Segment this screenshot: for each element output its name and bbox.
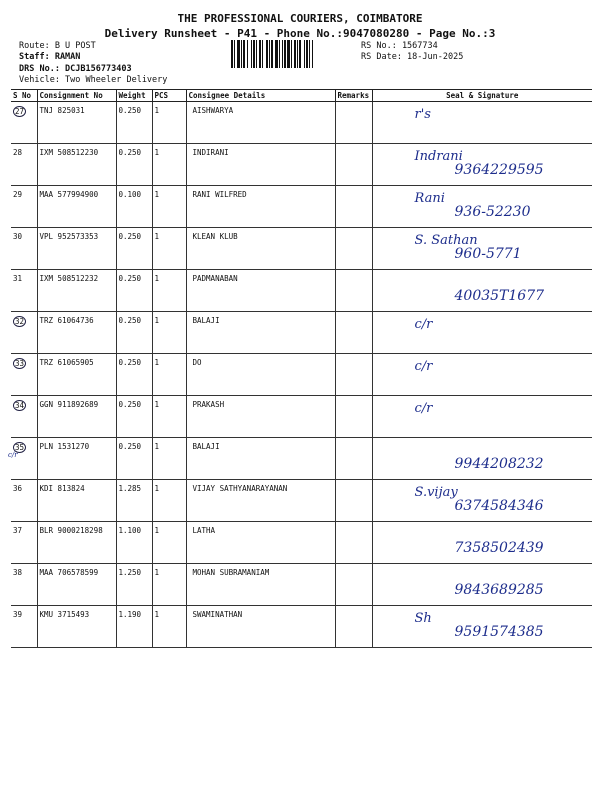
rs-date: RS Date: 18-Jun-2025 (361, 52, 464, 62)
row-weight: 0.100 (116, 186, 152, 228)
row-sno (11, 480, 37, 522)
row-signature (372, 186, 592, 228)
row-remarks (335, 312, 372, 354)
row-pcs: 1 (152, 144, 186, 186)
signature-handwriting: r's (414, 107, 431, 122)
serial-number: 35 (15, 443, 25, 452)
row-consignment: KMU 3715493 (37, 606, 116, 648)
serial-number: 34 (15, 401, 25, 410)
row-weight: 0.250 (116, 312, 152, 354)
serial-number: 36 (13, 484, 23, 493)
signature-handwriting: Rani (414, 191, 445, 206)
row-weight: 1.250 (116, 564, 152, 606)
signature-handwriting: Sh (414, 611, 432, 626)
row-remarks (335, 480, 372, 522)
row-consignment: VPL 952573353 (37, 228, 116, 270)
row-sno (11, 312, 37, 354)
row-consignment: MAA 706578599 (37, 564, 116, 606)
table-row (11, 522, 592, 564)
col-remarks: Remarks (335, 90, 372, 102)
signature-handwriting: Indrani (414, 149, 463, 164)
row-pcs: 1 (152, 312, 186, 354)
signature-phone: 9591574385 (454, 624, 544, 640)
row-pcs: 1 (152, 354, 186, 396)
row-remarks (335, 396, 372, 438)
col-pcs: PCS (152, 90, 186, 102)
serial-number: 37 (13, 526, 23, 535)
row-remarks (335, 144, 372, 186)
table-row (11, 144, 592, 186)
serial-number: 33 (15, 359, 25, 368)
table-row (11, 186, 592, 228)
table-row (11, 270, 592, 312)
row-signature (372, 354, 592, 396)
row-signature (372, 312, 592, 354)
row-consignee: SWAMINATHAN (186, 606, 335, 648)
runsheet-table (11, 89, 592, 648)
row-sno (11, 606, 37, 648)
route-label: Route: B U POST (19, 41, 96, 51)
row-signature (372, 228, 592, 270)
table-row (11, 354, 592, 396)
row-remarks (335, 354, 372, 396)
row-consignee: INDIRANI (186, 144, 335, 186)
row-pcs: 1 (152, 564, 186, 606)
signature-handwriting: S.vijay (414, 485, 458, 500)
row-pcs: 1 (152, 228, 186, 270)
serial-number: 38 (13, 568, 23, 577)
row-consignment: BLR 9000218298 (37, 522, 116, 564)
signature-handwriting: c/r (414, 359, 433, 374)
table-row (11, 102, 592, 144)
row-weight: 0.250 (116, 354, 152, 396)
col-consignee: Consignee Details (186, 90, 335, 102)
row-weight: 0.250 (116, 144, 152, 186)
row-pcs: 1 (152, 270, 186, 312)
row-signature (372, 144, 592, 186)
row-consignment: TNJ 825031 (37, 102, 116, 144)
row-consignment: TRZ 61065905 (37, 354, 116, 396)
row-consignee: RANI WILFRED (186, 186, 335, 228)
serial-number: 39 (13, 610, 23, 619)
table-row (11, 606, 592, 648)
row-pcs: 1 (152, 522, 186, 564)
row-sno (11, 396, 37, 438)
row-consignment: MAA 577994900 (37, 186, 116, 228)
row-remarks (335, 102, 372, 144)
row-weight: 1.190 (116, 606, 152, 648)
row-consignment: IXM 508512230 (37, 144, 116, 186)
row-signature (372, 438, 592, 480)
row-signature (372, 606, 592, 648)
row-consignment: IXM 508512232 (37, 270, 116, 312)
signature-handwriting: S. Sathan (414, 233, 478, 248)
row-pcs: 1 (152, 396, 186, 438)
vehicle-label: Vehicle: Two Wheeler Delivery (19, 75, 168, 85)
signature-phone: 6374584346 (454, 498, 544, 514)
row-pcs: 1 (152, 186, 186, 228)
signature-phone: 936-52230 (454, 204, 531, 220)
row-remarks (335, 186, 372, 228)
row-consignee: BALAJI (186, 438, 335, 480)
col-consignment: Consignment No (37, 90, 116, 102)
row-consignee: KLEAN KLUB (186, 228, 335, 270)
serial-number: 30 (13, 232, 23, 241)
row-consignee: BALAJI (186, 312, 335, 354)
row-consignment: GGN 911892689 (37, 396, 116, 438)
row-consignee: LATHA (186, 522, 335, 564)
row-signature (372, 522, 592, 564)
signature-phone: 9364229595 (454, 162, 544, 178)
staff-label: Staff: RAMAN (19, 52, 81, 62)
signature-phone: 40035T1677 (454, 288, 545, 304)
row-signature (372, 564, 592, 606)
signature-handwriting: c/r (414, 401, 433, 416)
row-consignment: KDI 813824 (37, 480, 116, 522)
row-weight: 1.285 (116, 480, 152, 522)
row-weight: 0.250 (116, 270, 152, 312)
drs-number: DRS No.: DCJB156773403 (19, 64, 132, 74)
row-sno (11, 354, 37, 396)
table-row (11, 564, 592, 606)
runsheet-title: THE PROFESSIONAL COURIERS, COIMBATORE (177, 12, 423, 25)
row-consignee: AISHWARYA (186, 102, 335, 144)
row-remarks (335, 606, 372, 648)
row-weight: 0.250 (116, 396, 152, 438)
row-weight: 0.250 (116, 102, 152, 144)
runsheet-subtitle: Delivery Runsheet - P41 - Phone No.:9047080280 - Page No.:3 (104, 27, 496, 40)
signature-phone: 7358502439 (454, 540, 544, 556)
row-signature (372, 480, 592, 522)
row-remarks (335, 522, 372, 564)
row-signature (372, 396, 592, 438)
row-remarks (335, 270, 372, 312)
row-consignee: MOHAN SUBRAMANIAM (186, 564, 335, 606)
row-consignee: PRAKASH (186, 396, 335, 438)
row-sno (11, 186, 37, 228)
row-consignment: PLN 1531270 (37, 438, 116, 480)
row-sno (11, 270, 37, 312)
row-pcs: 1 (152, 480, 186, 522)
table-row (11, 480, 592, 522)
row-sno (11, 144, 37, 186)
row-consignee: PADMANABAN (186, 270, 335, 312)
table-row (11, 312, 592, 354)
serial-number: 29 (13, 190, 23, 199)
margin-handwriting: c/r (8, 451, 18, 459)
barcode-image (231, 40, 355, 68)
row-signature (372, 102, 592, 144)
row-pcs: 1 (152, 102, 186, 144)
col-weight: Weight (116, 90, 152, 102)
row-weight: 0.250 (116, 228, 152, 270)
table-row (11, 228, 592, 270)
row-pcs: 1 (152, 438, 186, 480)
row-consignment: TRZ 61064736 (37, 312, 116, 354)
serial-number: 28 (13, 148, 23, 157)
row-signature (372, 270, 592, 312)
serial-number: 32 (15, 317, 25, 326)
row-pcs: 1 (152, 606, 186, 648)
serial-number: 31 (13, 274, 23, 283)
rs-number: RS No.: 1567734 (361, 41, 438, 51)
col-signature: Seal & Signature (372, 90, 592, 102)
signature-phone: 9843689285 (454, 582, 544, 598)
signature-phone: 960-5771 (454, 246, 522, 262)
row-sno (11, 102, 37, 144)
table-header-row (11, 90, 592, 102)
row-sno (11, 522, 37, 564)
row-remarks (335, 564, 372, 606)
row-sno (11, 228, 37, 270)
row-consignee: VIJAY SATHYANARAYANAN (186, 480, 335, 522)
table-row (11, 438, 592, 480)
row-weight: 0.250 (116, 438, 152, 480)
row-consignee: DO (186, 354, 335, 396)
row-sno (11, 564, 37, 606)
signature-handwriting: c/r (414, 317, 433, 332)
row-remarks (335, 228, 372, 270)
table-row (11, 396, 592, 438)
signature-phone: 9944208232 (454, 456, 544, 472)
col-sno: S No (11, 90, 37, 102)
serial-number: 27 (15, 107, 25, 116)
row-weight: 1.100 (116, 522, 152, 564)
row-remarks (335, 438, 372, 480)
